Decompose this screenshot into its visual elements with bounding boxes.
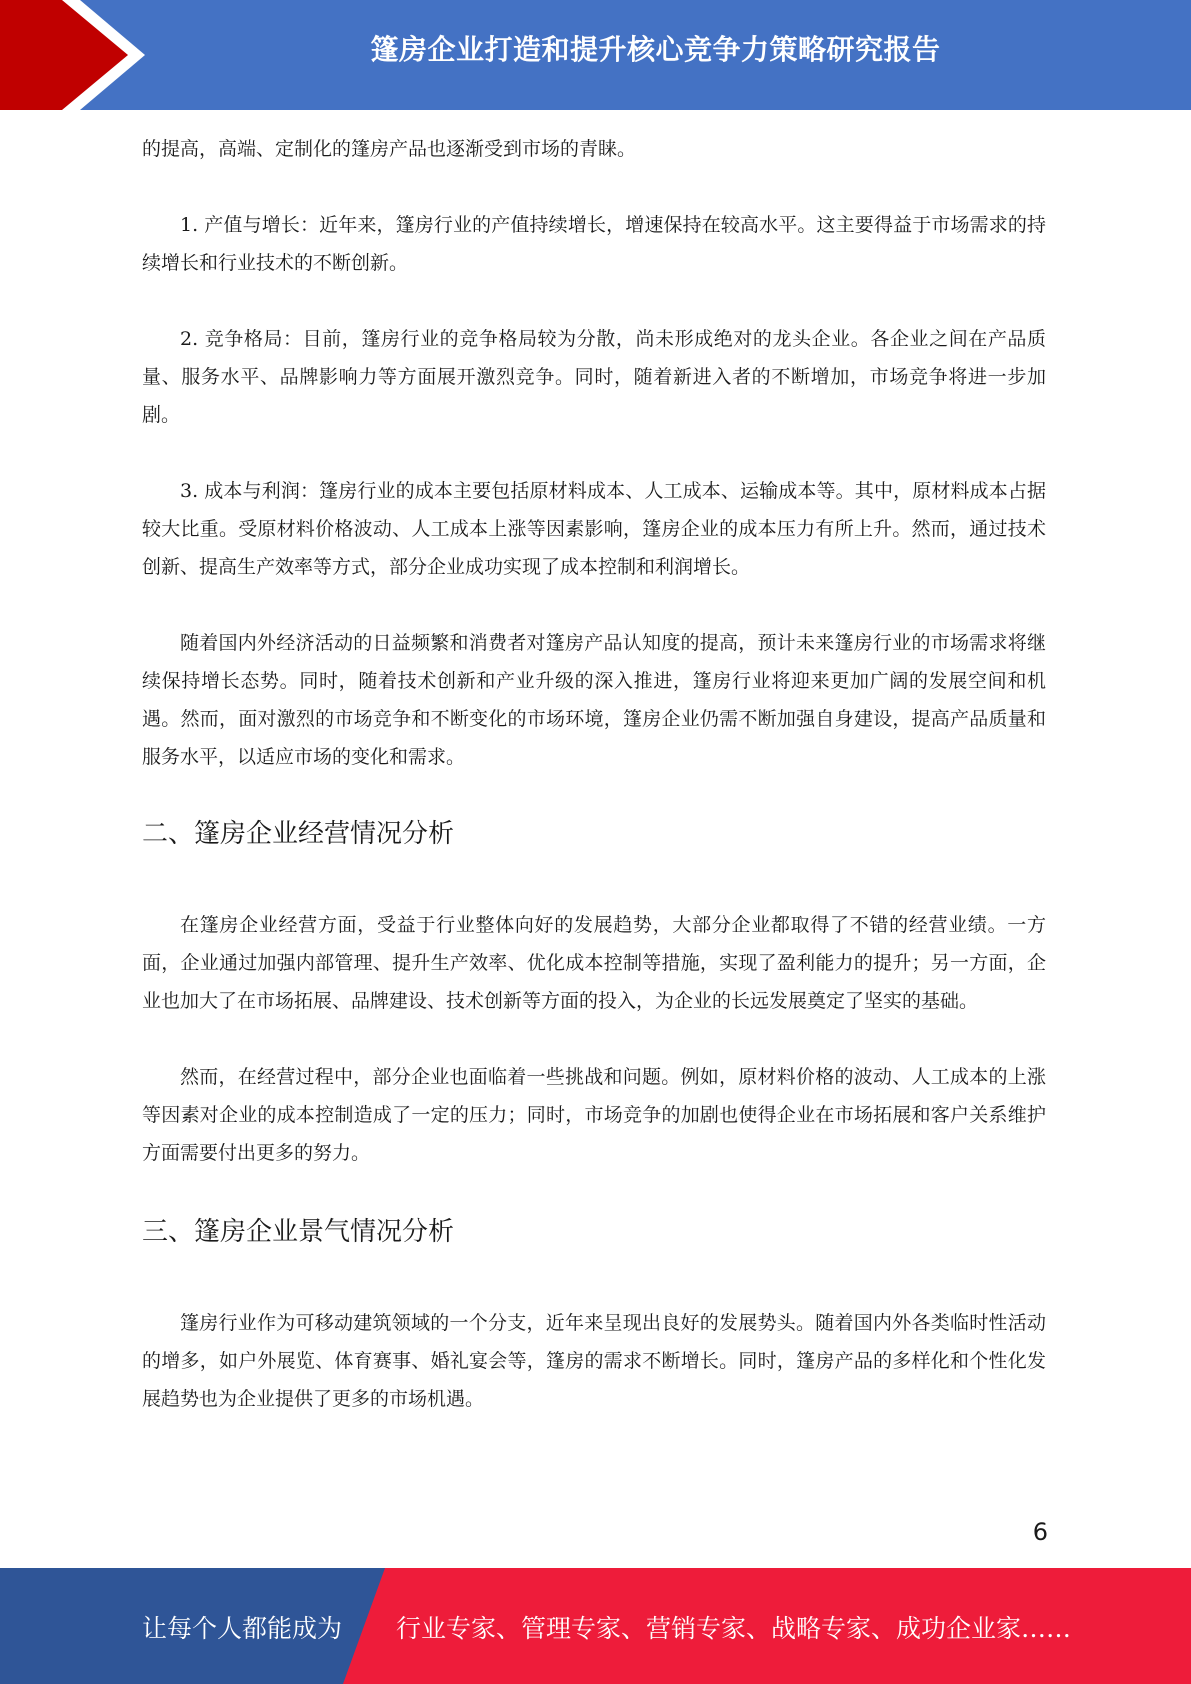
page-header	[0, 0, 1191, 110]
report-title: 篷房企业打造和提升核心竞争力策略研究报告	[370, 33, 941, 66]
section-heading-prosperity: 三、篷房企业景气情况分析	[142, 1217, 455, 1247]
paragraph-competition: 2. 竞争格局：目前，篷房行业的竞争格局较为分散，尚未形成绝对的龙头企业。各企业之间在产品质量、服务水平、品牌影响力等方面展开激烈竞争。同时，随着新进入者的不断增加，市场竞争将进一步加剧。	[142, 328, 1046, 426]
paragraph-continuation: 的提高，高端、定制化的篷房产品也逐渐受到市场的青睐。	[142, 138, 637, 160]
section-heading-operations: 二、篷房企业经营情况分析	[142, 819, 455, 849]
page-number: 6	[1032, 1518, 1048, 1546]
paragraph-prosperity: 篷房行业作为可移动建筑领域的一个分支，近年来呈现出良好的发展势头。随着国内外各类临时性活动的增多，如户外展览、体育赛事、婚礼宴会等，篷房的需求不断增长。同时，篷房产品的多样化和个性化发展趋势也为企业提供了更多的市场机遇。	[142, 1312, 1046, 1410]
paragraph-output-growth: 1. 产值与增长：近年来，篷房行业的产值持续增长，增速保持在较高水平。这主要得益于市场需求的持续增长和行业技术的不断创新。	[142, 214, 1046, 274]
footer-slogan-right: 行业专家、管理专家、营销专家、战略专家、成功企业家……	[396, 1614, 1072, 1643]
footer-slogan-left: 让每个人都能成为	[142, 1614, 343, 1643]
paragraph-challenges: 然而，在经营过程中，部分企业也面临着一些挑战和问题。例如，原材料价格的波动、人工成本的上涨等因素对企业的成本控制造成了一定的压力；同时，市场竞争的加剧也使得企业在市场拓展和客户关系维护方面需要付出更多的努力。	[142, 1066, 1046, 1164]
paragraph-operations: 在篷房企业经营方面，受益于行业整体向好的发展趋势，大部分企业都取得了不错的经营业绩。一方面，企业通过加强内部管理、提升生产效率、优化成本控制等措施，实现了盈利能力的提升；另一方面，企业也加大了在市场拓展、品牌建设、技术创新等方面的投入，为企业的长远发展奠定了坚实的基础。	[142, 914, 1046, 1012]
paragraph-outlook: 随着国内外经济活动的日益频繁和消费者对篷房产品认知度的提高，预计未来篷房行业的市场需求将继续保持增长态势。同时，随着技术创新和产业升级的深入推进，篷房行业将迎来更加广阔的发展空间和机遇。然而，面对激烈的市场竞争和不断变化的市场环境，篷房企业仍需不断加强自身建设，提高产品质量和服务水平，以适应市场的变化和需求。	[142, 632, 1046, 768]
page-footer	[0, 1568, 1191, 1684]
paragraph-cost-profit: 3. 成本与利润：篷房行业的成本主要包括原材料成本、人工成本、运输成本等。其中，原材料成本占据较大比重。受原材料价格波动、人工成本上涨等因素影响，篷房企业的成本压力有所上升。然而，通过技术创新、提高生产效率等方式，部分企业成功实现了成本控制和利润增长。	[142, 480, 1046, 578]
page-content	[142, 130, 1046, 1418]
